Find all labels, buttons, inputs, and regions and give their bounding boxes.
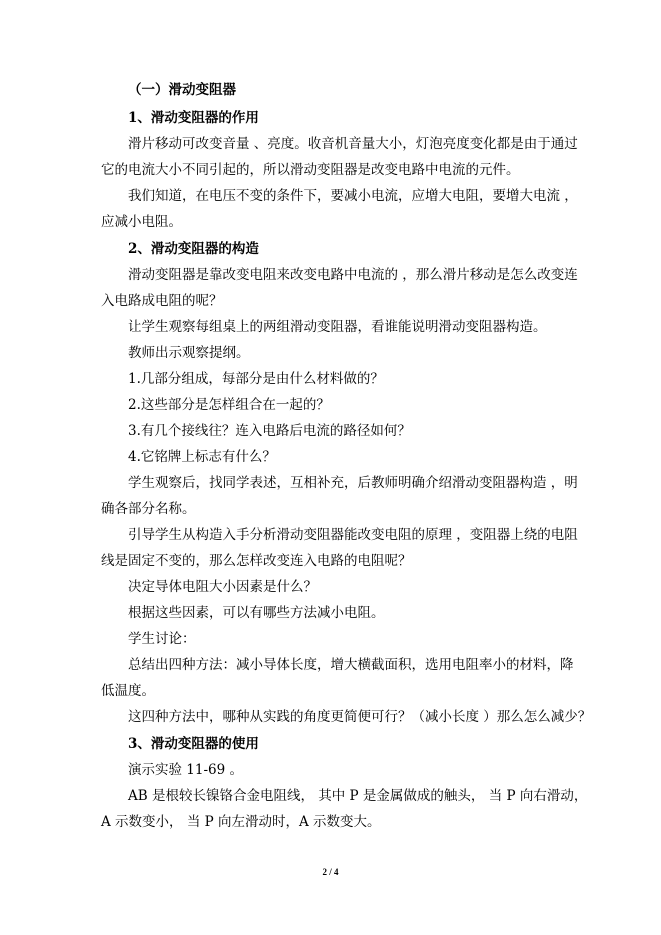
paragraph-9: 根据这些因素，可以有哪些方法减小电阻。	[128, 605, 385, 621]
paragraph-1-line-2: 它的电流大小不同引起的，所以滑动变阻器是改变电路中电流的元件。	[101, 162, 520, 178]
question-3: 3.有几个接线往？连入电路后电流的路径如何？	[128, 423, 411, 439]
paragraph-3-line-2: 入电路成电阻的呢？	[101, 293, 223, 309]
paragraph-11-line-1: 总结出四种方法：减小导体长度，增大横截面积，选用电阻率小的材料，降	[128, 657, 574, 673]
paragraph-6-line-2: 确各部分名称。	[101, 501, 196, 517]
question-1: 1.几部分组成，每部分是由什么材料做的？	[128, 371, 384, 387]
paragraph-14-line-2: A 示数变小， 当 P 向左滑动时，A 示数变大。	[101, 814, 381, 830]
heading-2: 2、滑动变阻器的构造	[128, 241, 259, 257]
heading-3: 3、滑动变阻器的使用	[128, 736, 259, 752]
paragraph-5: 教师出示观察提纲。	[128, 345, 250, 361]
question-4: 4.它铭牌上标志有什么？	[128, 449, 276, 465]
heading-1: 1、滑动变阻器的作用	[128, 110, 259, 126]
paragraph-13: 演示实验 11-69 。	[128, 762, 244, 778]
page-number: 2 / 4	[322, 867, 339, 877]
paragraph-7-line-1: 引导学生从构造入手分析滑动变阻器能改变电阻的原理 ，变阻器上绕的电阻	[128, 527, 578, 543]
paragraph-4: 让学生观察每组桌上的两组滑动变阻器，看谁能说明滑动变阻器构造。	[128, 319, 547, 335]
paragraph-1-line-1: 滑片移动可改变音量 、亮度。收音机音量大小，灯泡亮度变化都是由于通过	[128, 136, 578, 152]
paragraph-2-line-2: 应减小电阻。	[101, 214, 182, 230]
paragraph-12: 这四种方法中，哪种从实践的角度更简便可行？（减小长度 ）那么怎么减少？	[128, 709, 592, 725]
paragraph-11-line-2: 低温度。	[101, 683, 155, 699]
paragraph-7-line-2: 线是固定不变的，那么怎样改变连入电路的电阻呢？	[101, 553, 412, 569]
paragraph-6-line-1: 学生观察后，找同学表述，互相补充，后教师明确介绍滑动变阻器构造 ，明	[128, 475, 578, 491]
paragraph-10: 学生讨论：	[128, 631, 196, 647]
question-2: 2.这些部分是怎样组合在一起的？	[128, 397, 330, 413]
paragraph-2-line-1: 我们知道，在电压不变的条件下，要减小电流，应增大电阻，要增大电流 ，	[128, 188, 578, 204]
paragraph-8: 决定导体电阻大小因素是什么？	[128, 579, 317, 595]
paragraph-14-line-1: AB 是根较长镍铬合金电阻线， 其中 P 是金属做成的触头， 当 P 向右滑动，	[128, 788, 588, 804]
paragraph-3-line-1: 滑动变阻器是靠改变电阻来改变电路中电流的 ，那么滑片移动是怎么改变连	[128, 267, 578, 283]
section-title: （一）滑动变阻器	[128, 82, 236, 98]
